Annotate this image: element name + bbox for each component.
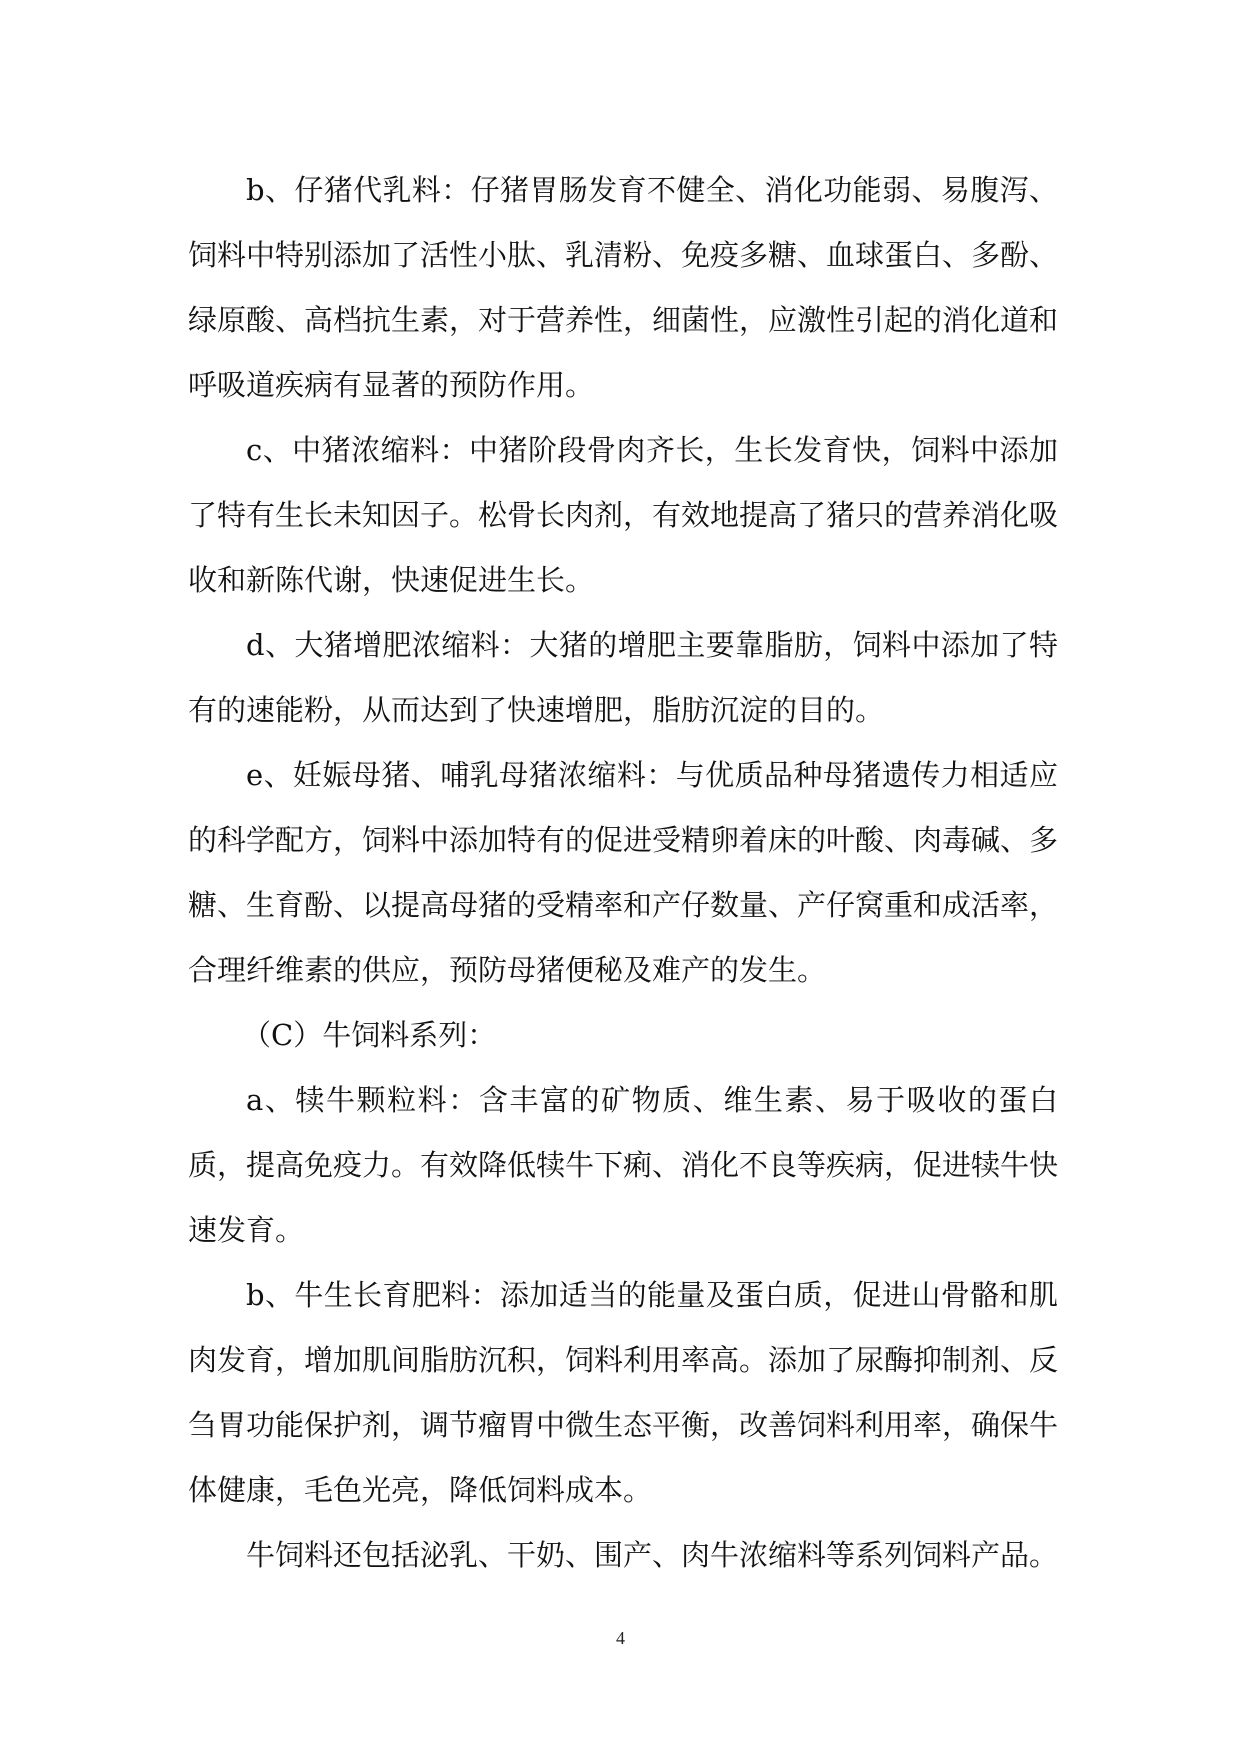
paragraph-piglet-milk-replacer: b、仔猪代乳料：仔猪胃肠发育不健全、消化功能弱、易腹泻、饲料中特别添加了活性小肽、乳清粉、免疫多糖、血球蛋白、多酚、绿原酸、高档抗生素，对于营养性，细菌性，应激性引起的消化道和呼吸道疾病有显著的预防作用。 (188, 173, 1059, 402)
paragraph-finisher-pig-concentrate: d、大猪增肥浓缩料：大猪的增肥主要靠脂肪，饲料中添加了特有的速能粉，从而达到了快速增肥，脂肪沉淀的目的。 (188, 628, 1058, 727)
document-body (188, 158, 1058, 1588)
page-number: 4 (616, 1628, 625, 1648)
paragraph-cattle-feed-summary: 牛饲料还包括泌乳、干奶、围产、肉牛浓缩料等系列饲料产品。 (246, 1538, 1059, 1572)
paragraph-cattle-fattening-feed: b、牛生长育肥料：添加适当的能量及蛋白质，促进山骨骼和肌肉发育，增加肌间脂肪沉积，饲料利用率高。添加了尿酶抑制剂、反刍胃功能保护剂，调节瘤胃中微生态平衡，改善饲料利用率，确保牛体健康，毛色光亮，降低饲料成本。 (188, 1278, 1059, 1507)
section-heading-cattle-feed: （C）牛饲料系列： (242, 1018, 497, 1052)
paragraph-sow-concentrate: e、妊娠母猪、哺乳母猪浓缩料：与优质品种母猪遗传力相适应的科学配方，饲料中添加特有的促进受精卵着床的叶酸、肉毒碱、多糖、生育酚、以提高母猪的受精率和产仔数量、产仔窝重和成活率，合理纤维素的供应，预防母猪便秘及难产的发生。 (188, 758, 1059, 987)
paragraph-grower-pig-concentrate: c、中猪浓缩料：中猪阶段骨肉齐长，生长发育快，饲料中添加了特有生长未知因子。松骨长肉剂，有效地提高了猪只的营养消化吸收和新陈代谢，快速促进生长。 (188, 433, 1059, 597)
paragraph-calf-pellet-feed: a、犊牛颗粒料：含丰富的矿物质、维生素、易于吸收的蛋白质，提高免疫力。有效降低犊牛下痢、消化不良等疾病，促进犊牛快速发育。 (188, 1083, 1059, 1247)
